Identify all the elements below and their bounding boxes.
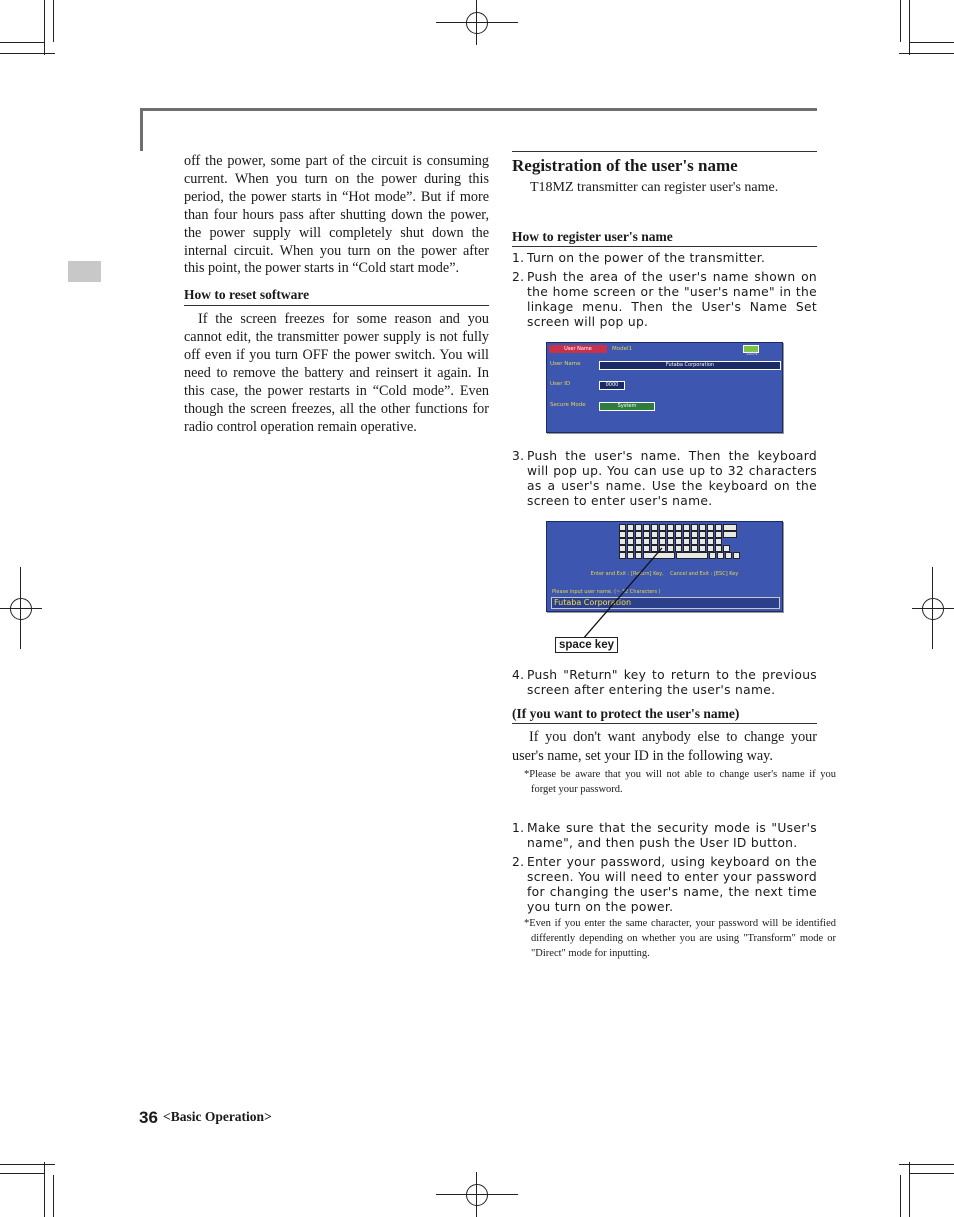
registration-mark [466, 1184, 488, 1206]
crop-mark [44, 1162, 45, 1217]
keyboard-key[interactable] [699, 545, 706, 552]
step-item [512, 855, 817, 915]
footer-section: <Basic Operation> [163, 1109, 272, 1124]
keyboard-key[interactable] [707, 531, 714, 538]
crop-mark [899, 1164, 954, 1165]
keyboard-key[interactable] [699, 538, 706, 545]
reset-paragraph: If the screen freezes for some reason and you cannot edit, the transmitter power supply is not fully off even if you turn OFF the power switch. You will need to remove the battery and reinsert it again. In this case, the power restarts in “Cold mode”. Even though the screen freezes, all the other functions for radio control operation remain operative. [184, 311, 489, 435]
registration-mark [922, 598, 944, 620]
keyboard-key[interactable] [717, 552, 724, 559]
keyboard-key[interactable] [715, 531, 722, 538]
keyboard-key[interactable] [723, 531, 737, 538]
registration-mark [0, 608, 42, 609]
keyboard-row [619, 531, 737, 538]
intro-paragraph: off the power, some part of the circuit is consuming current. When you turn on the power during this period, the power starts in “Hot mode”. But if more than four hours pass after shutting down the power, the power supply will completely shut down the internal circuit. When you turn on the power after this point, the power starts in “Cold start mode”. [184, 153, 489, 277]
secure-mode-label: Secure Mode [550, 402, 586, 408]
final-note: *Even if you enter the same character, your password will be identified differently depending on whether you are using "Transform" mode or "Direct" mode for inputting. [524, 918, 836, 959]
page-number: 36 [139, 1108, 158, 1127]
keyboard-key[interactable] [659, 524, 666, 531]
header-bar [140, 108, 817, 111]
registration-mark [476, 0, 477, 45]
keyboard-key[interactable] [675, 538, 682, 545]
keyboard-key[interactable] [619, 524, 626, 531]
step-text: Push "Return" key to return to the previous screen after entering the user's name. [527, 668, 817, 697]
step-number: 4. [512, 668, 525, 682]
step-number: 3. [512, 449, 525, 463]
crop-mark [0, 1164, 55, 1165]
crop-mark [0, 53, 55, 54]
keyboard-key[interactable] [651, 524, 658, 531]
crop-mark [53, 0, 54, 42]
callout-line [580, 540, 670, 646]
keyboard-key[interactable] [619, 531, 626, 538]
keyboard-key[interactable] [675, 545, 682, 552]
step-4 [512, 668, 817, 702]
keyboard-key[interactable] [733, 552, 740, 559]
keyboard-key[interactable] [707, 538, 714, 545]
crop-mark [909, 1173, 954, 1174]
model-label: Model1 [612, 346, 633, 352]
keyboard-key[interactable] [715, 545, 722, 552]
crop-mark [900, 1175, 901, 1217]
user-name-button[interactable]: Futaba Corporation [599, 361, 781, 370]
keyboard-key[interactable] [651, 531, 658, 538]
keyboard-key[interactable] [715, 538, 722, 545]
step-item [512, 821, 817, 851]
keyboard-key[interactable] [627, 531, 634, 538]
steps-register [512, 251, 817, 334]
keyboard-key[interactable] [707, 545, 714, 552]
keyboard-row [619, 524, 737, 531]
step-number: 1. [512, 821, 525, 835]
keyboard-key[interactable] [725, 552, 732, 559]
step-item [512, 668, 817, 698]
registration-mark [932, 567, 933, 649]
step-item [512, 270, 817, 330]
keyboard-key[interactable] [715, 524, 722, 531]
crop-mark [0, 1173, 45, 1174]
keyboard-key[interactable] [643, 531, 650, 538]
registration-mark [20, 567, 21, 649]
keyboard-key[interactable] [709, 552, 716, 559]
name-input-field[interactable]: Futaba Corporation [551, 597, 780, 609]
keyboard-key[interactable] [707, 524, 714, 531]
keyboard-key[interactable] [643, 524, 650, 531]
user-id-button[interactable]: 0000 [599, 381, 625, 390]
step-text: Turn on the power of the transmitter. [527, 251, 766, 265]
keyboard-key[interactable] [667, 524, 674, 531]
step-text: Make sure that the security mode is "User's name", and then push the User ID button. [527, 821, 817, 850]
reset-heading: How to reset software [184, 286, 489, 306]
section-title: Registration of the user's name [512, 151, 817, 176]
protect-note: *Please be aware that you will not able to change user's name if you forget your password. [524, 769, 836, 795]
keyboard-key[interactable] [683, 531, 690, 538]
section-intro: T18MZ transmitter can register user's name. [530, 180, 779, 195]
crop-mark [900, 0, 901, 42]
keyboard-key[interactable] [691, 531, 698, 538]
chapter-tab [68, 261, 101, 282]
keyboard-key[interactable] [723, 524, 737, 531]
crop-mark [909, 1162, 910, 1217]
keyboard-key[interactable] [683, 545, 690, 552]
keyboard-key[interactable] [691, 545, 698, 552]
registration-mark [466, 12, 488, 34]
keyboard-key[interactable] [675, 531, 682, 538]
keyboard-key[interactable] [683, 524, 690, 531]
crop-mark [909, 42, 954, 43]
user-id-label: User ID [550, 381, 571, 387]
step-number: 1. [512, 251, 525, 265]
crop-mark [909, 0, 910, 55]
step-number: 2. [512, 270, 525, 284]
step-3 [512, 449, 817, 513]
crop-mark [899, 53, 954, 54]
keyboard-key[interactable] [675, 524, 682, 531]
protect-heading: (If you want to protect the user's name) [512, 706, 817, 724]
keyboard-key[interactable] [691, 524, 698, 531]
keyboard-key[interactable] [691, 538, 698, 545]
user-name-screen [546, 342, 783, 433]
step-number: 2. [512, 855, 525, 869]
user-name-label: User Name [550, 361, 581, 367]
registration-mark [912, 608, 954, 609]
keyboard-key[interactable] [659, 531, 666, 538]
left-column [184, 153, 489, 437]
step-text: Enter your password, using keyboard on the screen. You will need to enter your password for changing the user's name, the next time you turn on the power. [527, 855, 817, 914]
keyboard-key[interactable] [723, 545, 730, 552]
input-prompt: Please input user name. (~ 32 Characters ) [552, 589, 661, 595]
steps-protect [512, 821, 817, 919]
step-text: Push the user's name. Then the keyboard will pop up. You can use up to 32 characters as a user's name. Use the keyboard on the screen to enter user's name. [527, 449, 817, 508]
keyboard-help-text: Enter and Exit : [Return] Key, Cancel and Exit : [ESC] Key [590, 571, 739, 577]
registration-mark [476, 1172, 477, 1217]
keyboard-key[interactable] [683, 538, 690, 545]
how-to-heading: How to register user's name [512, 229, 817, 247]
protect-paragraph: If you don't want anybody else to change your user's name, set your ID in the following way. [512, 729, 817, 764]
step-text: Push the area of the user's name shown on the home screen or the "user's name" in the linkage menu. Then the User's Name Set screen will pop up. [527, 270, 817, 329]
keyboard-key[interactable] [667, 531, 674, 538]
header-bar-left [140, 108, 143, 151]
crop-mark [0, 42, 45, 43]
step-item [512, 251, 817, 266]
registration-mark [436, 1194, 518, 1195]
keyboard-key[interactable] [699, 524, 706, 531]
battery-level: 100% [746, 351, 758, 356]
keyboard-key[interactable] [635, 531, 642, 538]
crop-mark [44, 0, 45, 55]
secure-mode-button[interactable]: System [599, 402, 655, 411]
keyboard-key[interactable] [699, 531, 706, 538]
keyboard-key[interactable] [635, 524, 642, 531]
step-item [512, 449, 817, 509]
registration-mark [10, 598, 32, 620]
screen-tab[interactable]: User Name [549, 345, 607, 353]
space-key-callout: space key [555, 637, 618, 653]
crop-mark [53, 1175, 54, 1217]
keyboard-key[interactable] [627, 524, 634, 531]
registration-mark [436, 22, 518, 23]
keyboard-key[interactable] [676, 552, 708, 559]
